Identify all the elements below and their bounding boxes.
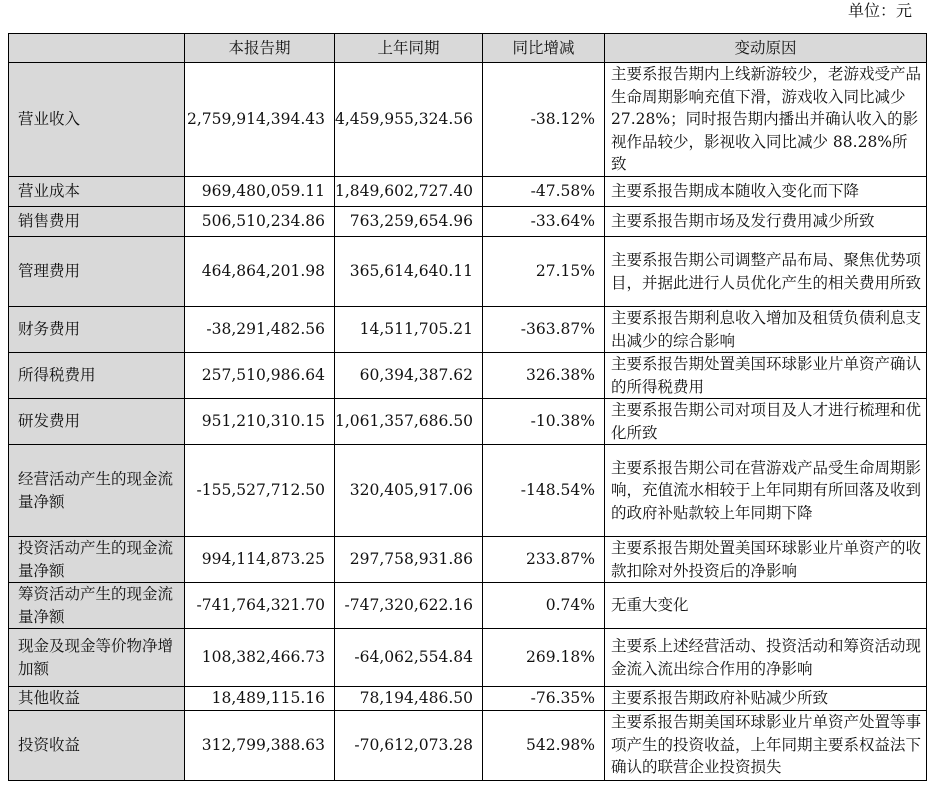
header-reason: 变动原因 (605, 34, 927, 63)
row-previous-value: 297,758,931.86 (335, 537, 483, 583)
row-reason-text: 主要系报告期成本随收入变化而下降 (605, 177, 927, 207)
row-previous-value: 763,259,654.96 (335, 207, 483, 237)
row-previous-value: 14,511,705.21 (335, 307, 483, 353)
row-change-value: 269.18% (483, 629, 605, 687)
row-previous-value: 4,459,955,324.56 (335, 63, 483, 177)
table-row (9, 687, 927, 711)
row-item-label: 其他收益 (9, 687, 185, 711)
row-change-value: -33.64% (483, 207, 605, 237)
row-previous-value: 1,849,602,727.40 (335, 177, 483, 207)
row-change-value: 326.38% (483, 353, 605, 399)
table-row (9, 399, 927, 445)
row-reason-text: 主要系报告期政府补贴减少所致 (605, 687, 927, 711)
row-previous-value: 365,614,640.11 (335, 237, 483, 307)
row-current-value: 108,382,466.73 (185, 629, 335, 687)
table-row (9, 207, 927, 237)
table-row (9, 307, 927, 353)
row-current-value: -38,291,482.56 (185, 307, 335, 353)
header-previous-period: 上年同期 (335, 34, 483, 63)
row-previous-value: 78,194,486.50 (335, 687, 483, 711)
row-change-value: -76.35% (483, 687, 605, 711)
table-row (9, 445, 927, 537)
row-current-value: 506,510,234.86 (185, 207, 335, 237)
row-reason-text: 主要系报告期处置美国环球影业片单资产的收款扣除对外投资后的净影响 (605, 537, 927, 583)
header-row (9, 34, 927, 63)
header-current-period: 本报告期 (185, 34, 335, 63)
unit-label: 单位：元 (847, 1, 912, 20)
row-reason-text: 主要系报告期处置美国环球影业片单资产确认的所得税费用 (605, 353, 927, 399)
row-reason-text: 主要系报告期美国环球影业片单资产处置等事项产生的投资收益，上年同期主要系权益法下确认的联营企业投资损失 (605, 710, 927, 780)
row-change-value: -10.38% (483, 399, 605, 445)
row-reason-text: 主要系报告期市场及发行费用减少所致 (605, 207, 927, 237)
row-current-value: 2,759,914,394.43 (185, 63, 335, 177)
row-current-value: 464,864,201.98 (185, 237, 335, 307)
row-previous-value: 1,061,357,686.50 (335, 399, 483, 445)
row-previous-value: -70,612,073.28 (335, 710, 483, 780)
row-reason-text: 无重大变化 (605, 583, 927, 629)
row-previous-value: 60,394,387.62 (335, 353, 483, 399)
row-item-label: 投资收益 (9, 710, 185, 780)
row-current-value: -155,527,712.50 (185, 445, 335, 537)
row-current-value: 312,799,388.63 (185, 710, 335, 780)
row-previous-value: -747,320,622.16 (335, 583, 483, 629)
row-reason-text: 主要系报告期公司调整产品布局、聚焦优势项目，并据此进行人员优化产生的相关费用所致 (605, 237, 927, 307)
table-row (9, 237, 927, 307)
table-row (9, 537, 927, 583)
row-reason-text: 主要系上述经营活动、投资活动和筹资活动现金流入流出综合作用的净影响 (605, 629, 927, 687)
row-change-value: -47.58% (483, 177, 605, 207)
row-item-label: 所得税费用 (9, 353, 185, 399)
table-row (9, 63, 927, 177)
row-previous-value: 320,405,917.06 (335, 445, 483, 537)
row-item-label: 管理费用 (9, 237, 185, 307)
table-row (9, 177, 927, 207)
table-row (9, 710, 927, 780)
row-item-label: 财务费用 (9, 307, 185, 353)
row-current-value: 994,114,873.25 (185, 537, 335, 583)
row-item-label: 营业成本 (9, 177, 185, 207)
row-item-label: 研发费用 (9, 399, 185, 445)
row-current-value: 951,210,310.15 (185, 399, 335, 445)
header-item (9, 34, 185, 63)
row-current-value: 257,510,986.64 (185, 353, 335, 399)
row-reason-text: 主要系报告期内上线新游较少，老游戏受产品生命周期影响充值下滑，游戏收入同比减少 27.28%；同时报告期内播出并确认收入的影视作品较少，影视收入同比减少 88.28%所致 (605, 63, 927, 177)
row-reason-text: 主要系报告期公司对项目及人才进行梳理和优化所致 (605, 399, 927, 445)
row-change-value: -148.54% (483, 445, 605, 537)
row-current-value: 969,480,059.11 (185, 177, 335, 207)
row-item-label: 营业收入 (9, 63, 185, 177)
row-change-value: -38.12% (483, 63, 605, 177)
financial-table (8, 33, 927, 781)
row-previous-value: -64,062,554.84 (335, 629, 483, 687)
row-item-label: 投资活动产生的现金流量净额 (9, 537, 185, 583)
row-item-label: 筹资活动产生的现金流量净额 (9, 583, 185, 629)
row-current-value: -741,764,321.70 (185, 583, 335, 629)
row-reason-text: 主要系报告期公司在营游戏产品受生命周期影响，充值流水相较于上年同期有所回落及收到的政府补贴款较上年同期下降 (605, 445, 927, 537)
row-reason-text: 主要系报告期利息收入增加及租赁负债利息支出减少的综合影响 (605, 307, 927, 353)
row-change-value: -363.87% (483, 307, 605, 353)
table-row (9, 353, 927, 399)
table-row (9, 629, 927, 687)
row-change-value: 27.15% (483, 237, 605, 307)
row-current-value: 18,489,115.16 (185, 687, 335, 711)
row-change-value: 542.98% (483, 710, 605, 780)
row-item-label: 现金及现金等价物净增加额 (9, 629, 185, 687)
header-yoy-change: 同比增减 (483, 34, 605, 63)
row-change-value: 233.87% (483, 537, 605, 583)
row-item-label: 销售费用 (9, 207, 185, 237)
row-change-value: 0.74% (483, 583, 605, 629)
table-row (9, 583, 927, 629)
row-item-label: 经营活动产生的现金流量净额 (9, 445, 185, 537)
